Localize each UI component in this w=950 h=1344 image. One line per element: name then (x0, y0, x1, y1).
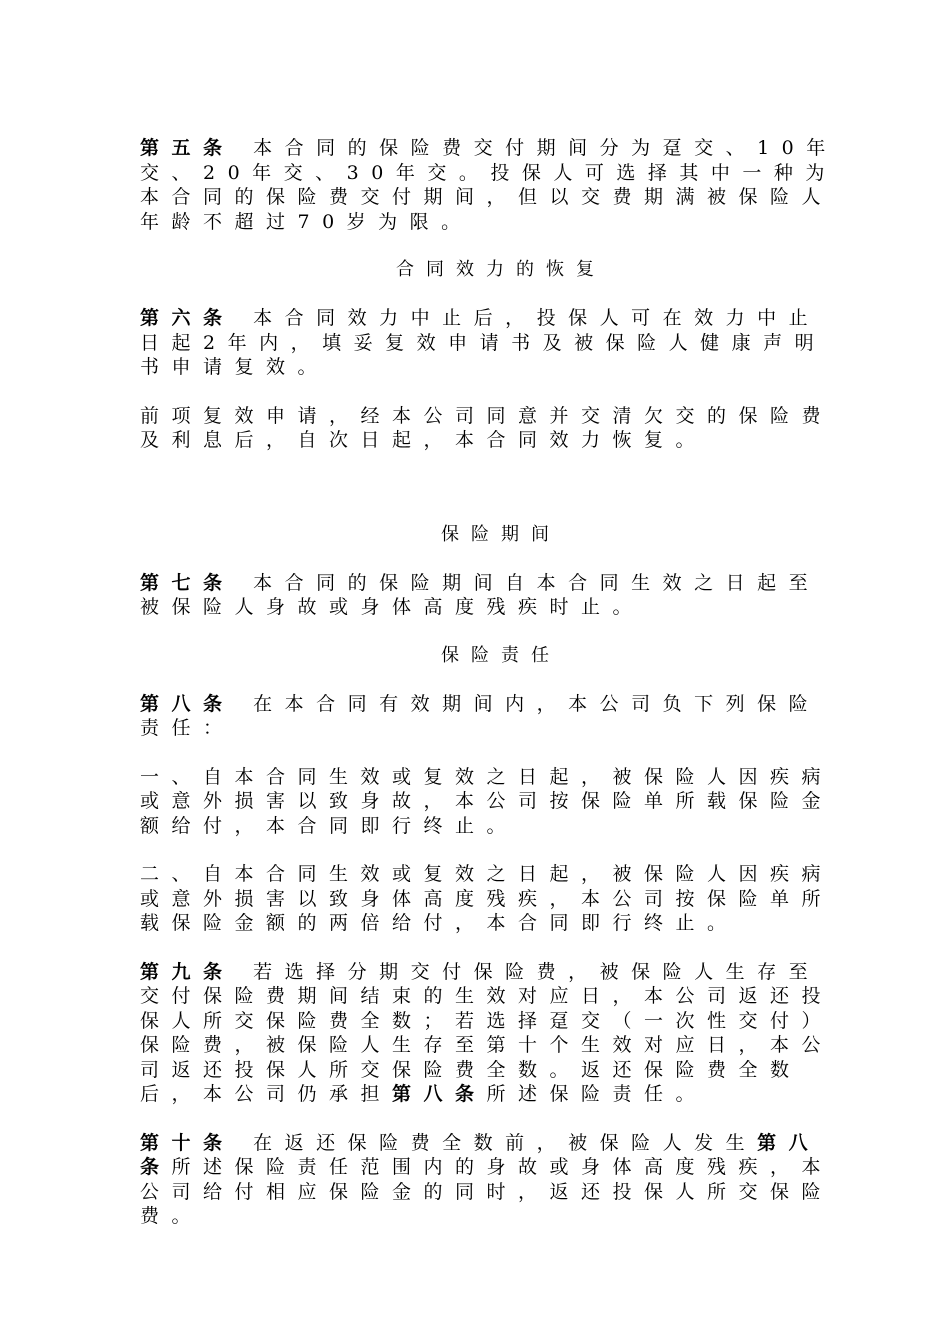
article-6-paragraph-2: 前项复效申请，经本公司同意并交清欠交的保险费及利息后，自次日起，本合同效力恢复。 (140, 404, 834, 451)
article-10-text-a: 在返还保险费全数前，被保险人发生 (253, 1131, 758, 1154)
article-6-text: 本合同效力中止后，投保人可在效力中止日起2年内，填妥复效申请书及被保险人健康声明书申请复效。 (140, 307, 827, 378)
heading-insurance-period: 保险期间 (441, 523, 561, 545)
article-8-number: 第八条 (140, 692, 235, 715)
article-9 (140, 960, 850, 1107)
article-6 (140, 306, 850, 380)
article-8-text: 在本合同有效期间内，本公司负下列保险责任： (140, 692, 821, 739)
article-7 (140, 571, 850, 620)
article-8-item-2: 二、自本合同生效或复效之日起，被保险人因疾病或意外损害以致身体高度残疾，本公司按保险单所载保险金额的两倍给付，本合同即行终止。 (140, 863, 834, 934)
article-5-number: 第五条 (140, 137, 235, 159)
spacer (140, 477, 850, 523)
article-5 (140, 136, 850, 234)
article-10 (140, 1131, 850, 1229)
article-9-text-b: 所述保险责任。 (486, 1083, 708, 1105)
article-6-number: 第六条 (140, 307, 235, 329)
heading-insurance-liability: 保险责任 (441, 644, 561, 666)
article-8 (140, 692, 850, 741)
article-10-number: 第十条 (140, 1131, 235, 1154)
article-9-text-a: 若选择分期交付保险费，被保险人生存至交付保险费期间结束的生效对应日，本公司返还投保人所交保险费全数；若选择趸交（一次性交付）保险费，被保险人生存至第十个生效对应日，本公司返还投保人所交保险费全数。返还保险费全数后，本公司仍承担 (140, 960, 834, 1105)
article-9-reference: 第八条 (392, 1083, 487, 1105)
article-7-number: 第七条 (140, 571, 235, 594)
article-7-text: 本合同的保险期间自本合同生效之日起至被保险人身故或身体高度残疾时止。 (140, 571, 821, 618)
article-9-number: 第九条 (140, 960, 235, 983)
article-10-reference: 第八条 (140, 1131, 821, 1178)
article-5-text: 本合同的保险费交付期间分为趸交、10年交、20年交、30年交。投保人可选择其中一种为本合同的保险费交付期间，但以交费期满被保险人年龄不超过70岁为限。 (140, 137, 838, 233)
heading-contract-recovery: 合同效力的恢复 (396, 259, 606, 280)
article-8-item-1: 一、自本合同生效或复效之日起，被保险人因疾病或意外损害以致身故，本公司按保险单所载保险金额给付，本合同即行终止。 (140, 765, 834, 837)
policy-document (140, 136, 850, 1253)
article-10-text-b: 所述保险责任范围内的身故或身体高度残疾，本公司给付相应保险金的同时，返还投保人所交保险费。 (140, 1156, 834, 1227)
